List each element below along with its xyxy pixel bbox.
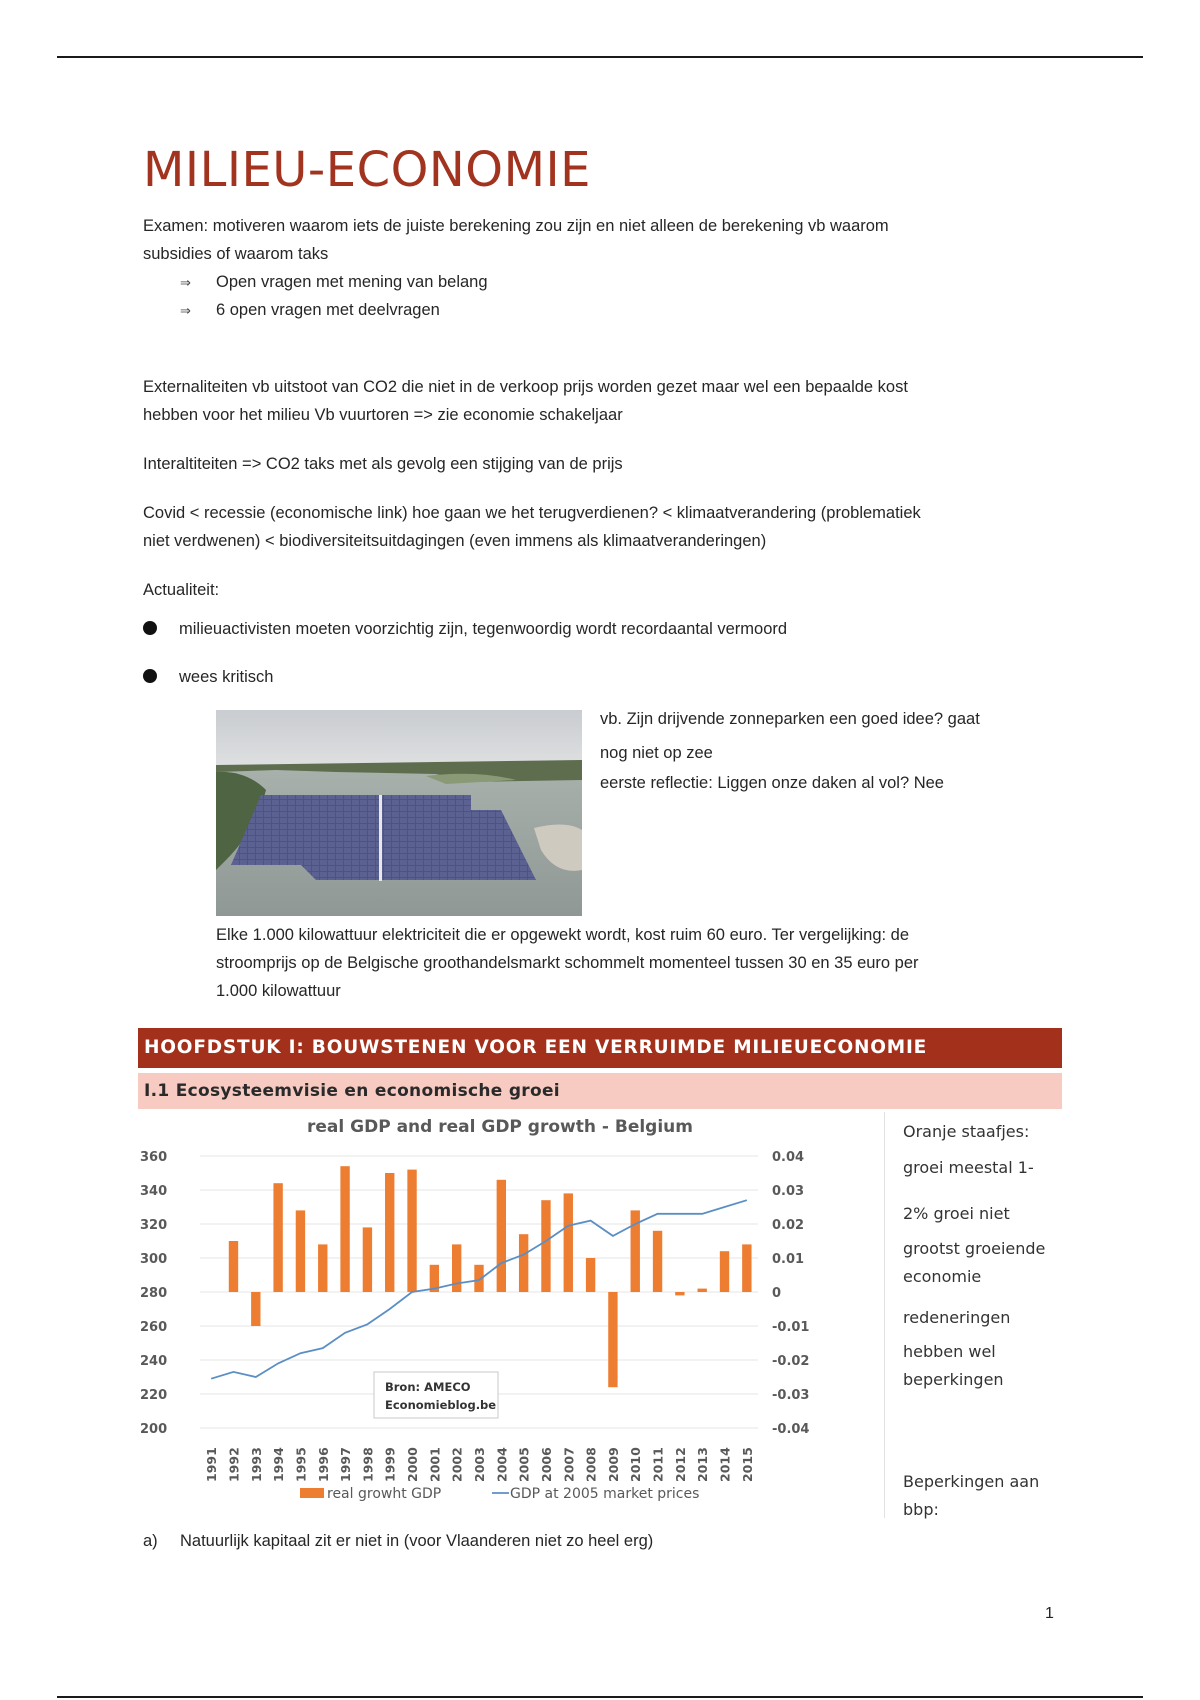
svg-text:260: 260	[140, 1320, 168, 1335]
svg-text:340: 340	[140, 1184, 168, 1199]
solar-park-photo	[216, 710, 582, 916]
svg-text:2014: 2014	[717, 1447, 733, 1482]
arrow-item-text: 6 open vragen met deelvragen	[216, 301, 440, 319]
right-axis-ticks	[772, 1150, 809, 1437]
svg-text:-0.02: -0.02	[772, 1354, 810, 1369]
svg-text:2008: 2008	[583, 1447, 599, 1482]
solar-question-line2: nog niet op zee	[600, 744, 713, 762]
chart-legend	[300, 1486, 699, 1502]
svg-text:0.01: 0.01	[772, 1252, 805, 1267]
footer-rule	[57, 1696, 1143, 1698]
externaliteiten-line2: hebben voor het milieu Vb vuurtoren => zie economie schakeljaar	[143, 406, 623, 424]
covid-line2: niet verdwenen) < biodiversiteitsuitdagingen (even immens als klimaatveranderingen)	[143, 532, 767, 550]
section-heading: I.1 Ecosysteemvisie en economische groei	[138, 1073, 1062, 1109]
svg-text:2009: 2009	[605, 1447, 621, 1482]
actualiteit-label: Actualiteit:	[143, 581, 220, 599]
legend-bar-swatch	[300, 1488, 324, 1498]
exam-text-line1: Examen: motiveren waarom iets de juiste berekening zou zijn en niet alleen de berekening vb waarom	[143, 217, 889, 235]
bullet-text: milieuactivisten moeten voorzichtig zijn, tegenwoordig wordt recordaantal vermoord	[179, 620, 788, 638]
svg-text:2015: 2015	[739, 1447, 755, 1482]
interaliteiten-paragraph: Interaltiteiten => CO2 taks met als gevolg een stijging van de prijs	[143, 455, 623, 473]
svg-text:0: 0	[772, 1286, 782, 1301]
covid-line1: Covid < recessie (economische link) hoe gaan we het terugverdienen? < klimaatverandering (problematiek	[143, 504, 921, 522]
svg-text:2002: 2002	[449, 1447, 465, 1482]
solar-caption-line3: 1.000 kilowattuur	[216, 982, 341, 1000]
header-rule	[57, 56, 1143, 58]
arrow-list-item	[180, 268, 488, 297]
exam-text-line2: subsidies of waarom taks	[143, 245, 329, 263]
side-note: redeneringen	[903, 1308, 1011, 1327]
svg-text:200: 200	[140, 1422, 168, 1437]
side-note: grootst groeiende	[903, 1239, 1046, 1258]
side-note: hebben wel	[903, 1342, 996, 1361]
svg-text:-0.01: -0.01	[772, 1320, 810, 1335]
solar-question-line1: vb. Zijn drijvende zonneparken een goed idee? gaat	[600, 710, 980, 728]
chapter-heading: HOOFDSTUK I: BOUWSTENEN VOOR EEN VERRUIMDE MILIEUECONOMIE	[138, 1028, 1062, 1068]
svg-text:2000: 2000	[405, 1447, 421, 1482]
svg-text:1993: 1993	[248, 1447, 264, 1482]
svg-text:2004: 2004	[494, 1447, 510, 1482]
arrow-right-icon: ⇒	[180, 303, 191, 318]
svg-text:360: 360	[140, 1150, 168, 1165]
chart-side-notes	[884, 1112, 1063, 1518]
limitation-item-a	[143, 1527, 653, 1555]
svg-text:1991: 1991	[204, 1447, 220, 1482]
side-note: 2% groei niet	[903, 1204, 1010, 1223]
svg-text:240: 240	[140, 1354, 168, 1369]
svg-text:0.03: 0.03	[772, 1184, 805, 1199]
left-axis-ticks	[140, 1150, 167, 1437]
source-line1: Bron: AMECO	[385, 1380, 471, 1394]
legend-bar-label: real growht GDP	[327, 1486, 442, 1502]
svg-text:2007: 2007	[561, 1447, 577, 1482]
side-note: Oranje staafjes:	[903, 1122, 1030, 1141]
gdp-chart	[138, 1110, 883, 1520]
side-note: Beperkingen aan	[903, 1472, 1040, 1491]
svg-text:1996: 1996	[315, 1447, 331, 1482]
svg-text:0.02: 0.02	[772, 1218, 805, 1233]
side-note: groei meestal 1-	[903, 1158, 1034, 1177]
gdp-chart-svg	[138, 1110, 883, 1520]
svg-text:2012: 2012	[672, 1447, 688, 1482]
svg-text:220: 220	[140, 1388, 168, 1403]
chart-title: real GDP and real GDP growth - Belgium	[307, 1117, 693, 1137]
arrow-list-item	[180, 296, 440, 325]
arrow-right-icon: ⇒	[180, 275, 191, 290]
svg-text:1998: 1998	[360, 1447, 376, 1482]
document-title: MILIEU-ECONOMIE	[143, 142, 591, 198]
svg-text:2013: 2013	[695, 1447, 711, 1482]
bullet-text: wees kritisch	[179, 668, 274, 686]
side-note: bbp:	[903, 1500, 939, 1519]
svg-text:1995: 1995	[293, 1447, 309, 1482]
solar-reflection: eerste reflectie: Liggen onze daken al vol? Nee	[600, 774, 944, 792]
bullet-icon	[143, 669, 157, 683]
arrow-item-text: Open vragen met mening van belang	[216, 273, 488, 291]
svg-text:2001: 2001	[427, 1447, 443, 1482]
bullet-list-item	[143, 615, 787, 643]
side-note: beperkingen	[903, 1370, 1004, 1389]
svg-text:1994: 1994	[271, 1447, 287, 1482]
svg-text:1999: 1999	[382, 1447, 398, 1482]
source-annotation	[374, 1372, 498, 1418]
svg-text:280: 280	[140, 1286, 168, 1301]
solar-park-image	[216, 710, 582, 916]
svg-text:320: 320	[140, 1218, 168, 1233]
list-label: a)	[143, 1532, 158, 1550]
svg-text:-0.04: -0.04	[772, 1422, 810, 1437]
x-axis-labels	[204, 1447, 755, 1482]
legend-line-label: GDP at 2005 market prices	[510, 1486, 700, 1502]
svg-text:-0.03: -0.03	[772, 1388, 810, 1403]
svg-text:2011: 2011	[650, 1447, 666, 1482]
svg-text:1997: 1997	[338, 1447, 354, 1482]
svg-text:2010: 2010	[628, 1447, 644, 1482]
source-line2: Economieblog.be	[385, 1398, 497, 1412]
side-note: economie	[903, 1267, 982, 1286]
page-number: 1	[1045, 1605, 1054, 1622]
svg-text:0.04: 0.04	[772, 1150, 805, 1165]
svg-text:2003: 2003	[472, 1447, 487, 1482]
solar-caption-line1: Elke 1.000 kilowattuur elektriciteit die er opgewekt wordt, kost ruim 60 euro. Ter vergelijking: de	[216, 926, 910, 944]
solar-caption-line2: stroomprijs op de Belgische groothandelsmarkt schommelt momenteel tussen 30 en 35 euro per	[216, 954, 919, 972]
bullet-icon	[143, 621, 157, 635]
bullet-list-item	[143, 663, 273, 691]
externaliteiten-line1: Externaliteiten vb uitstoot van CO2 die niet in de verkoop prijs worden gezet maar wel een bepaalde kost	[143, 378, 908, 396]
growth-bars	[229, 1166, 752, 1387]
svg-text:2005: 2005	[516, 1447, 532, 1482]
svg-text:2006: 2006	[538, 1447, 554, 1482]
list-text: Natuurlijk kapitaal zit er niet in (voor Vlaanderen niet zo heel erg)	[180, 1532, 654, 1550]
svg-text:300: 300	[140, 1252, 168, 1267]
svg-text:1992: 1992	[226, 1447, 242, 1482]
